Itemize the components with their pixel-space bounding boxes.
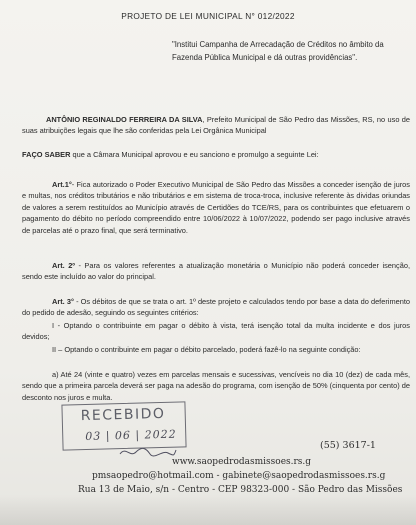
page-title: PROJETO DE LEI MUNICIPAL N° 012/2022 bbox=[121, 11, 295, 21]
article-2-label: Art. 2º bbox=[52, 261, 76, 270]
preamble-paragraph bbox=[22, 114, 410, 137]
email-line: pmsaopedro@hotmail.com - gabinete@saopedrodasmissoes.rs.g bbox=[92, 471, 386, 481]
faco-saber: FAÇO SABER bbox=[22, 150, 71, 159]
article-2 bbox=[22, 260, 410, 283]
preamble-line3: que a Câmara Municipal aprovou e eu sanciono e promulgo a seguinte Lei: bbox=[70, 150, 319, 159]
stamp-label: RECEBIDO bbox=[80, 405, 166, 425]
signature-scribble bbox=[118, 444, 178, 460]
article-1-label: Art.1° bbox=[52, 180, 72, 189]
phone-number: (55) 3617-1 bbox=[320, 440, 376, 451]
article-3-text: - Os débitos de que se trata o art. 1º deste projeto e calculados tendo por base a data do deferimento do pedido de adesão, seguindo os seguintes critérios: bbox=[22, 297, 410, 318]
website-link[interactable]: www.saopedrodasmissoes.rs.g bbox=[172, 457, 312, 467]
ementa: "Institui Campanha de Arrecadação de Créditos no âmbito da Fazenda Pública Municipal e dá outras providências". bbox=[172, 40, 384, 62]
article-1 bbox=[22, 179, 410, 236]
article-3-item-2: II – Optando o contribuinte em pagar o débito parcelado, poderá fazê-lo na seguinte condição: bbox=[52, 345, 361, 354]
stamp-date: 03 | 06 | 2022 bbox=[85, 427, 177, 444]
article-3-item-1: I - Optando o contribuinte em pagar o débito à vista, terá isenção total da multa incidente e dos juros devidos; bbox=[22, 321, 410, 342]
faco-saber-line bbox=[22, 149, 410, 160]
article-3 bbox=[22, 296, 410, 319]
article-2-text: - Para os valores referentes a atualização monetária o Município não poderá conceder isenção, sendo este incluído ao valor do principal. bbox=[22, 261, 410, 282]
address-line: Rua 13 de Maio, s/n - Centro - CEP 98323-000 - São Pedro das Missões bbox=[78, 485, 403, 495]
preamble-line2: Missões, RS, no uso de suas atribuições legais que lhe são conferidas pela Lei Orgânica Municipal bbox=[22, 115, 411, 136]
article-3-item-a: a) Até 24 (vinte e quatro) vezes em parcelas mensais e sucessivas, vencíveis no dia 10 (dez) de cada mês, sendo que a primeira parcela deverá ser paga na adesão do programa, com isenção de 50% (cinquenta por cento) de desconto nos juros e multa. bbox=[22, 370, 410, 402]
preamble-line1: , Prefeito Municipal de São Pedro das bbox=[202, 115, 329, 124]
mayor-name: ANTÔNIO REGINALDO FERREIRA DA SILVA bbox=[46, 115, 203, 124]
page-shadow bbox=[0, 495, 416, 525]
article-1-text: - Fica autorizado o Poder Executivo Municipal de São Pedro das Missões a conceder isenção de juros e multas, nos créditos tributários e não tributários e em sistema de troca-troca, inclusive referente às dividas oriundas de valores a serem restituídos ao Município através de Certidões do TCE/RS, para os contribuintes que efetuarem o pagamento do débito no período compreendido entre 10/06/2022 à 10/07/2022, podendo ser pago inclusive através de parcelas até o prazo final, que será terminativo. bbox=[22, 180, 410, 235]
article-3-label: Art. 3° bbox=[52, 297, 74, 306]
